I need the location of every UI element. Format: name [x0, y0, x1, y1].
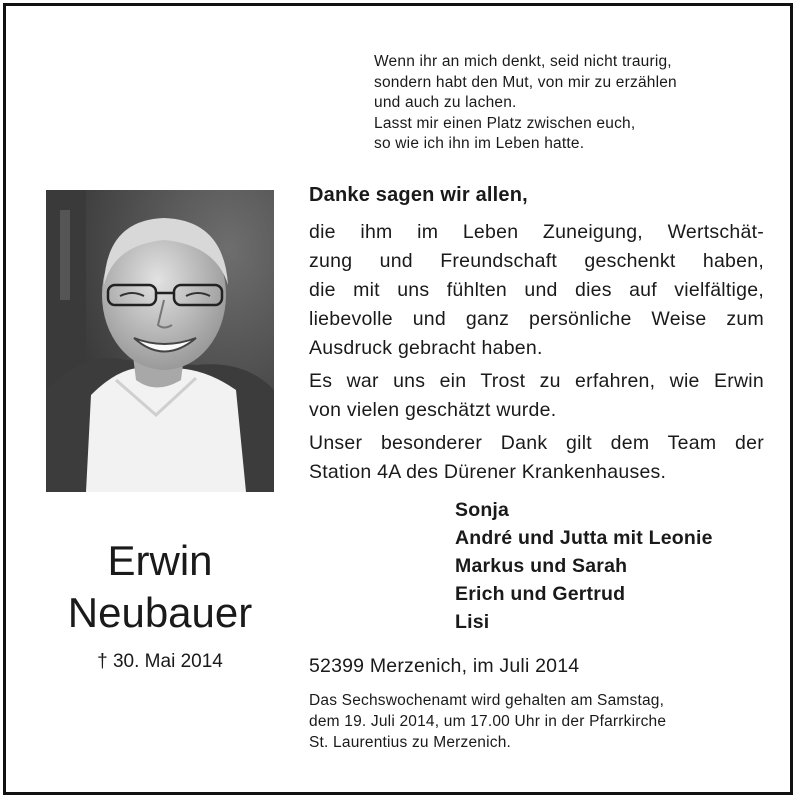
death-date: † 30. Mai 2014: [97, 651, 223, 672]
portrait-photo: [46, 190, 274, 492]
poem-line: sondern habt den Mut, von mir zu erzählen: [374, 73, 677, 91]
text-line: Unser besonderer Dank gilt dem Team der: [309, 432, 764, 454]
poem-line: Lasst mir einen Platz zwischen euch,: [374, 114, 636, 132]
signer: Markus und Sarah: [455, 555, 628, 577]
deceased-name: [40, 535, 280, 639]
portrait-illustration: [46, 190, 274, 492]
special-thanks-paragraph: [309, 429, 764, 487]
poem: [374, 52, 774, 155]
signer: Erich und Gertrud: [455, 583, 626, 605]
signer: Lisi: [455, 611, 490, 633]
service-line: dem 19. Juli 2014, um 17.00 Uhr in der Pfarrkirche: [309, 713, 667, 730]
text-line: die mit uns fühlten und dies auf vielfältige,: [309, 279, 764, 301]
service-line: Das Sechswochenamt wird gehalten am Samstag,: [309, 692, 665, 709]
text-line: Es war uns ein Trost zu erfahren, wie Erwin: [309, 370, 764, 392]
last-name: Neubauer: [67, 589, 253, 636]
comfort-paragraph: [309, 367, 764, 425]
text-line: Station 4A des Dürener Krankenhauses.: [309, 461, 667, 483]
thanks-text: [309, 218, 764, 491]
text-line: die ihm im Leben Zuneigung, Wertschät-: [309, 221, 764, 243]
poem-line: Wenn ihr an mich denkt, seid nicht traurig,: [374, 53, 672, 70]
poem-line: so wie ich ihn im Leben hatte.: [374, 135, 585, 152]
thanks-paragraph: [309, 218, 764, 363]
signer: André und Jutta mit Leonie: [455, 527, 713, 549]
poem-line: und auch zu lachen.: [374, 94, 517, 111]
text-line: zung und Freundschaft geschenkt haben,: [309, 250, 764, 272]
text-line: Ausdruck gebracht haben.: [309, 337, 543, 359]
service-notice: [309, 690, 769, 753]
place-date: 52399 Merzenich, im Juli 2014: [309, 655, 580, 677]
text-line: von vielen geschätzt wurde.: [309, 399, 557, 421]
thanks-heading: Danke sagen wir allen,: [309, 184, 528, 206]
signer: Sonja: [455, 499, 510, 521]
text-line: liebevolle und ganz persönliche Weise zum: [309, 308, 764, 330]
signers-list: [455, 496, 713, 636]
service-line: St. Laurentius zu Merzenich.: [309, 734, 512, 751]
first-name: Erwin: [107, 537, 213, 584]
